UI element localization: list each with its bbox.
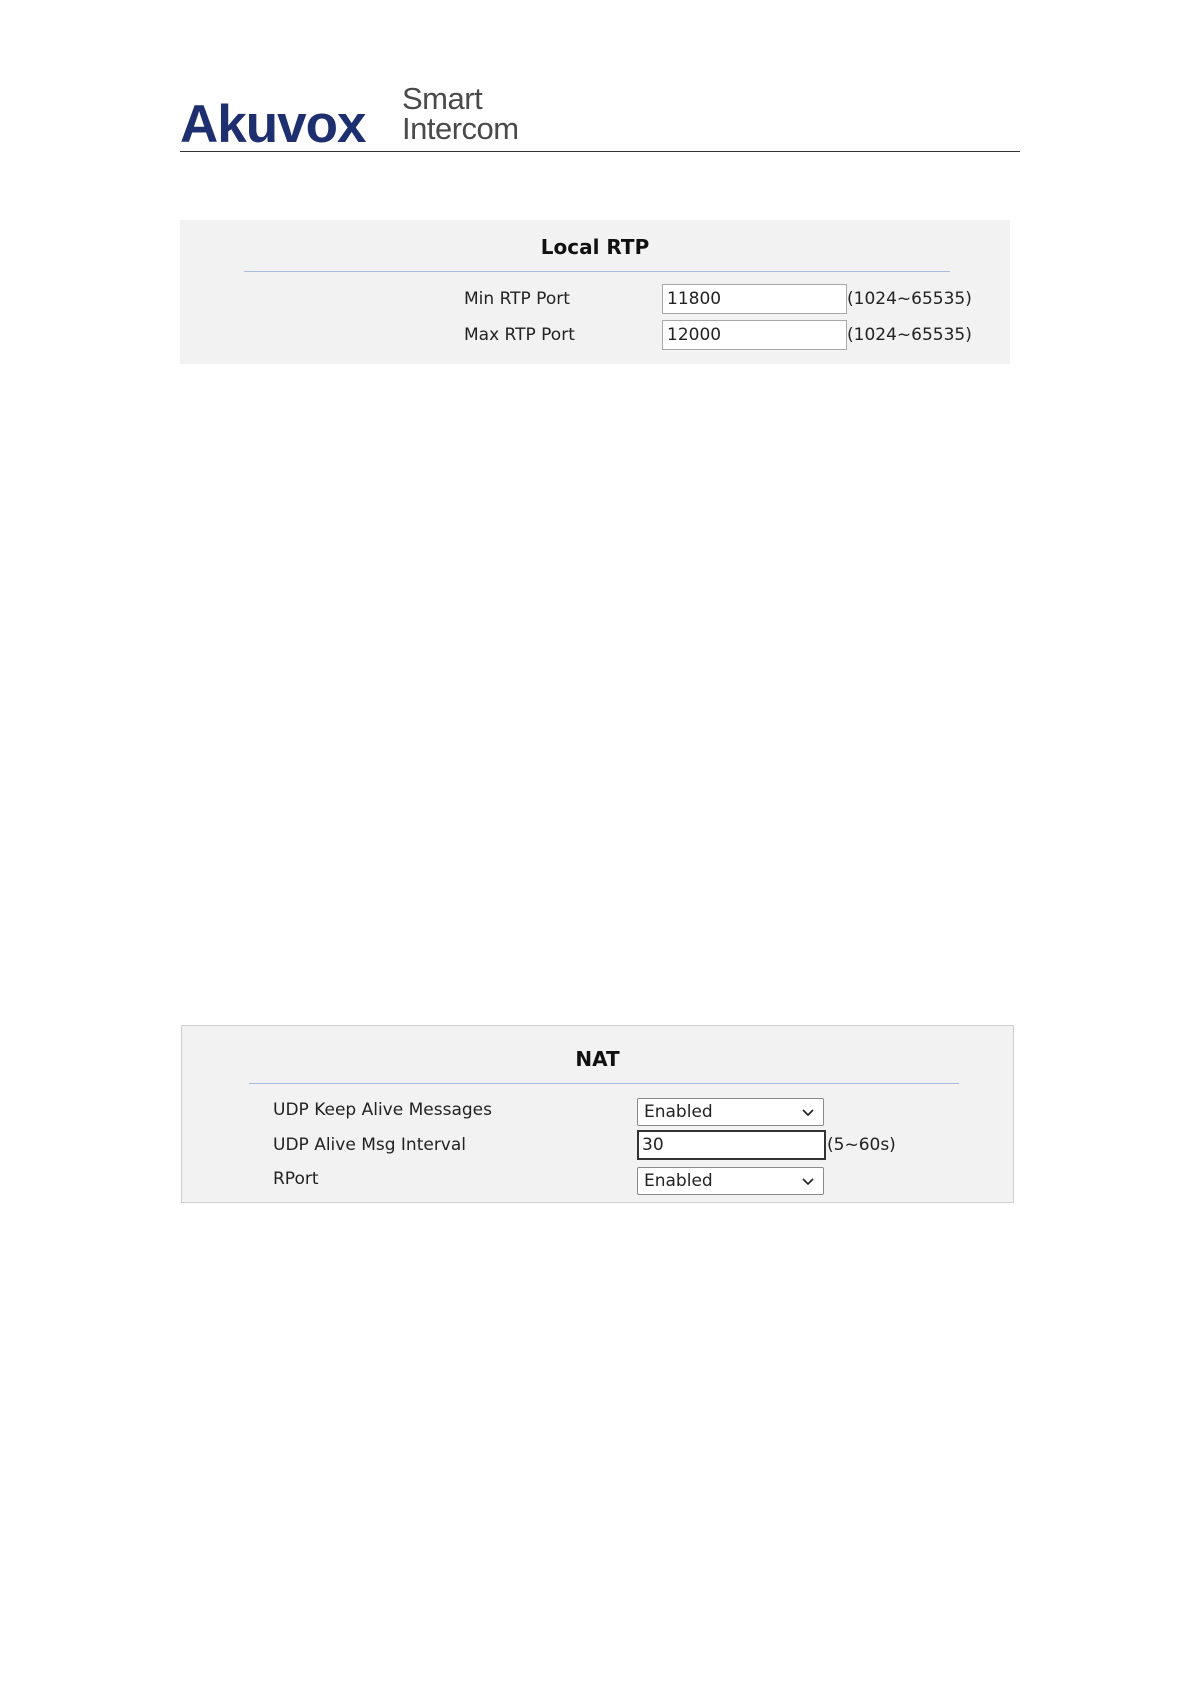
max-rtp-port-range: (1024~65535) [847,325,972,345]
logo-wordmark: Akuvox [180,95,366,154]
local-rtp-title-divider [244,271,950,272]
chevron-down-icon [801,1174,815,1188]
min-rtp-port-range: (1024~65535) [847,289,972,309]
nat-title: NAT [575,1047,620,1071]
udp-keep-alive-value: Enabled [644,1102,713,1122]
max-rtp-port-label: Max RTP Port [464,325,575,345]
logo-tagline [402,81,519,146]
udp-keep-alive-label: UDP Keep Alive Messages [273,1100,492,1120]
udp-alive-interval-label: UDP Alive Msg Interval [273,1135,467,1155]
rport-label: RPort [273,1169,319,1189]
local-rtp-panel [180,220,1010,364]
rport-select[interactable] [637,1167,824,1195]
chevron-down-icon [801,1105,815,1119]
min-rtp-port-input[interactable]: 11800 [662,284,847,314]
udp-alive-interval-range: (5~60s) [827,1135,896,1155]
logo-tagline-line1: Smart [402,81,483,116]
udp-keep-alive-select[interactable] [637,1098,824,1126]
udp-alive-interval-input[interactable]: 30 [637,1130,826,1160]
min-rtp-port-label: Min RTP Port [464,289,570,309]
rport-value: Enabled [644,1171,713,1191]
nat-panel [181,1025,1014,1203]
logo-tagline-line2: Intercom [402,111,519,146]
header-divider [180,151,1020,152]
max-rtp-port-input[interactable]: 12000 [662,320,847,350]
local-rtp-title: Local RTP [540,235,650,259]
nat-title-divider [249,1083,959,1084]
